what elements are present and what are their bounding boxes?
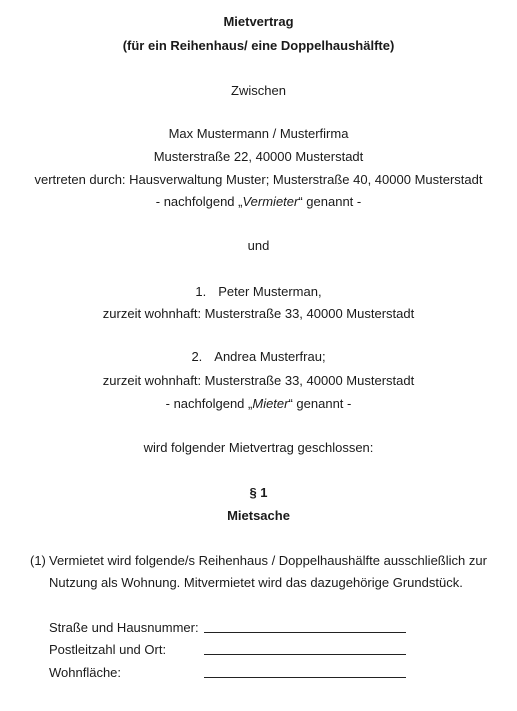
- and-label: und: [247, 238, 270, 253]
- between-label: Zwischen: [231, 83, 286, 98]
- clause-line-2: Nutzung als Wohnung. Mitvermietet wird das dazugehörige Grundstück.: [49, 575, 463, 590]
- fill-in-line-postal-city: [204, 654, 406, 655]
- tenant-role-term: Mieter: [252, 396, 289, 411]
- tenant-2-name: Andrea Musterfrau;: [214, 349, 326, 364]
- tenant-1-number: 1.: [195, 284, 207, 299]
- field-label-living-area: Wohnfläche:: [49, 665, 122, 680]
- fill-in-line-street: [204, 632, 406, 633]
- clause-line-1: Vermietet wird folgende/s Reihenhaus / Doppelhaushälfte ausschließlich zur: [49, 553, 487, 568]
- tenant-1-line: [0, 284, 517, 300]
- clause-number: (1): [30, 553, 46, 568]
- fill-in-line-living-area: [204, 677, 406, 678]
- tenant-role-suffix: “ genannt -: [288, 396, 352, 411]
- document-title: Mietvertrag: [223, 14, 294, 29]
- landlord-role-prefix: - nachfolgend „: [155, 194, 243, 209]
- landlord-role-suffix: “ genannt -: [298, 194, 362, 209]
- landlord-role-term: Vermieter: [242, 194, 299, 209]
- tenant-role-line: [0, 396, 517, 412]
- tenant-2-line: [0, 349, 517, 365]
- field-label-street: Straße und Hausnummer:: [49, 620, 199, 635]
- field-label-postal-city: Postleitzahl und Ort:: [49, 642, 167, 657]
- section-number: § 1: [249, 485, 268, 500]
- tenant-1-name: Peter Musterman,: [218, 284, 322, 299]
- landlord-role-line: [0, 194, 517, 210]
- section-heading: Mietsache: [227, 508, 290, 523]
- tenant-1-residence: zurzeit wohnhaft: Musterstraße 33, 40000 Musterstadt: [102, 306, 415, 321]
- tenant-2-residence: zurzeit wohnhaft: Musterstraße 33, 40000 Musterstadt: [102, 373, 415, 388]
- conclusion-text: wird folgender Mietvertrag geschlossen:: [143, 440, 374, 455]
- landlord-represented-by: vertreten durch: Hausverwaltung Muster; Musterstraße 40, 40000 Musterstadt: [34, 172, 483, 187]
- tenant-role-prefix: - nachfolgend „: [165, 396, 253, 411]
- landlord-address: Musterstraße 22, 40000 Musterstadt: [153, 149, 364, 164]
- document-subtitle: (für ein Reihenhaus/ eine Doppelhaushälfte): [122, 38, 395, 53]
- tenant-2-number: 2.: [191, 349, 203, 364]
- landlord-name: Max Mustermann / Musterfirma: [168, 126, 349, 141]
